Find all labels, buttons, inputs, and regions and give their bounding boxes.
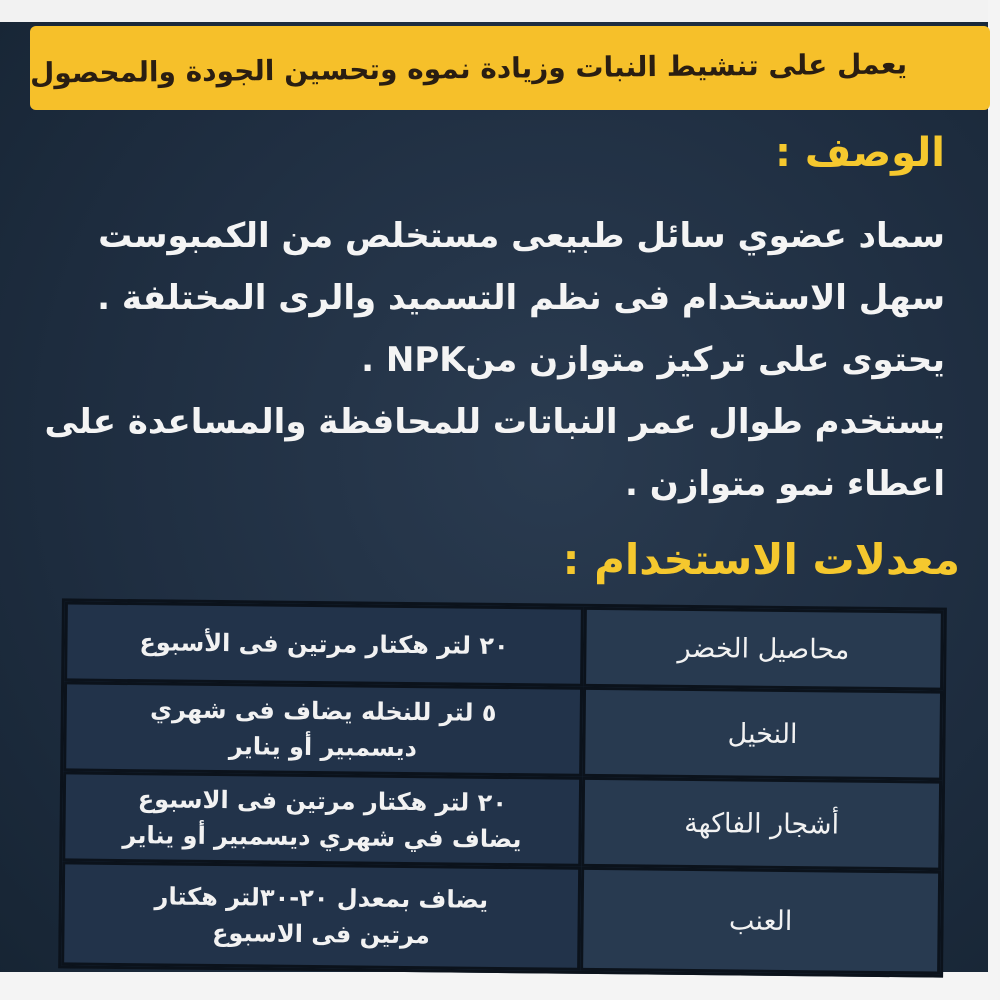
rate-cell bbox=[64, 601, 584, 686]
rate-cell bbox=[63, 681, 583, 776]
rate-line: ٥ لتر للنخله يضاف فى شهري bbox=[149, 695, 497, 727]
description-line: يحتوى على تركيز متوازن منNPK . bbox=[361, 340, 945, 380]
rate-line: ديسمبير أو يناير bbox=[228, 732, 418, 763]
crop-cell: النخيل bbox=[582, 687, 943, 781]
rate-line: يضاف بمعدل ٢٠-٣٠لتر هكتار bbox=[154, 882, 489, 914]
usage-rates-table bbox=[58, 598, 947, 977]
description-body bbox=[44, 205, 945, 515]
usage-rates-heading: معدلات الاستخدام : bbox=[562, 535, 960, 584]
description-line: سماد عضوي سائل طبيعى مستخلص من الكمبوست bbox=[98, 216, 945, 256]
description-line: سهل الاستخدام فى نظم التسميد والرى المختلفة . bbox=[97, 278, 945, 318]
crop-cell: أشجار الفاكهة bbox=[581, 777, 942, 871]
rate-line: مرتين فى الاسبوع bbox=[211, 918, 431, 950]
benefit-banner bbox=[30, 26, 990, 110]
rate-cell bbox=[61, 861, 581, 970]
benefit-banner-text: يعمل على تنشيط النبات وزيادة نموه وتحسين الجودة والمحصول bbox=[29, 46, 908, 90]
description-line: اعطاء نمو متوازن . bbox=[625, 464, 945, 504]
image-top-edge bbox=[0, 0, 1000, 22]
description-line: يستخدم طوال عمر النباتات للمحافظة والمساعدة على bbox=[44, 402, 945, 442]
rate-line: ٢٠ لتر هكتار مرتين فى الاسبوع bbox=[137, 785, 508, 818]
crop-cell: العنب bbox=[580, 867, 941, 975]
image-right-edge bbox=[988, 0, 1000, 1000]
crop-cell: محاصيل الخضر bbox=[583, 607, 944, 691]
rate-line: ٢٠ لتر هكتار مرتين فى الأسبوع bbox=[139, 628, 509, 661]
description-heading: الوصف : bbox=[774, 130, 945, 176]
rate-cell bbox=[62, 771, 582, 866]
rate-line: يضاف في شهري ديسمبير أو يناير bbox=[122, 821, 522, 854]
